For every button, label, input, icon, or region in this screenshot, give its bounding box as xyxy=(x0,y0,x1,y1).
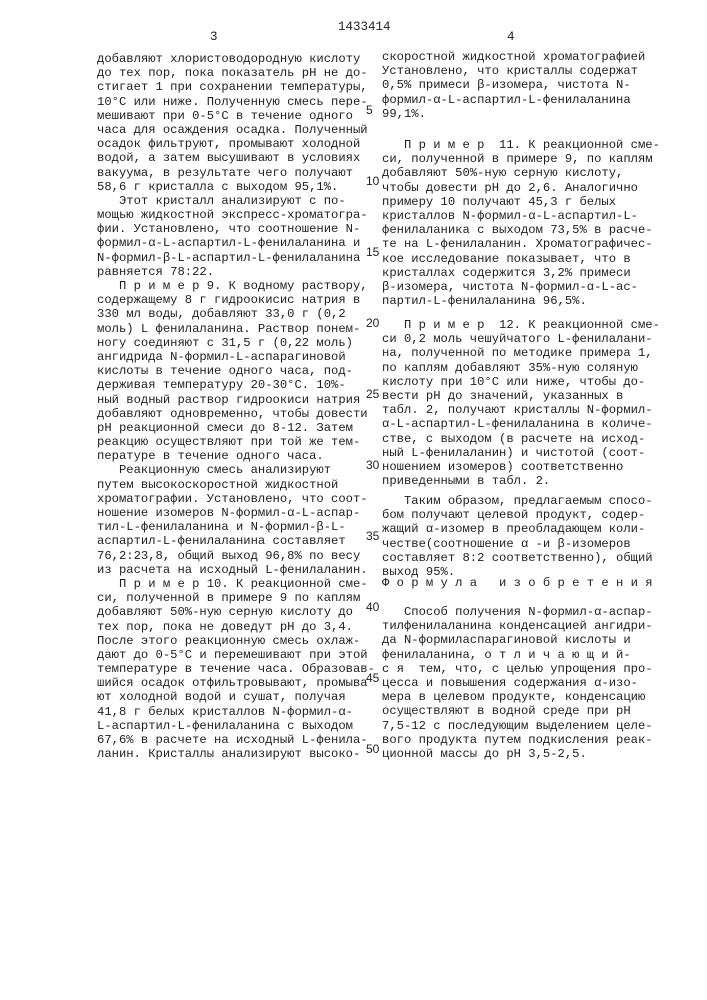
text-line: стигает 1 при сохранении температуры, xyxy=(97,80,367,94)
text-line: содержащему 8 г гидроокисис натрия в xyxy=(97,293,367,307)
conclusion xyxy=(382,494,653,579)
text-line: добавляют 50%-ную серную кислоту, xyxy=(382,166,660,180)
text-line: α-L-аспартил-L-фенилаланина в количе- xyxy=(382,417,660,431)
text-line: Этот кристалл анализируют с по- xyxy=(97,194,367,208)
text-line: выход 95%. xyxy=(382,565,653,579)
text-line: жащий α-изомер в преобладающем коли- xyxy=(382,522,653,536)
text-line: до тех пор, пока показатель pH не до- xyxy=(97,66,367,80)
text-line: формил-α-L-аспартил-L-фенилаланина xyxy=(382,93,645,107)
text-line: ногу соединяют с 31,5 г (0,22 моль) xyxy=(97,336,367,350)
text-line: 58,6 г кристалла с выходом 95,1%. xyxy=(97,180,367,194)
text-line: си, полученной в примере 9, по каплям xyxy=(382,152,660,166)
text-line: мера в целевом продукте, конденсацию xyxy=(382,690,653,704)
text-line: вакуума, в результате чего получают xyxy=(97,166,367,180)
line-number: 5 xyxy=(366,103,373,117)
line-number: 10 xyxy=(366,174,379,188)
text-line: ный L-фенилаланин) и чистотой (соот- xyxy=(382,446,660,460)
text-line: честве(соотношение α -и β-изомеров xyxy=(382,537,653,551)
text-line: L-аспартил-L-фенилаланина с выходом xyxy=(97,719,367,733)
text-line: Установлено, что кристаллы содержат xyxy=(382,64,645,78)
text-line: Реакционную смесь анализируют xyxy=(97,463,367,477)
text-line: формил-α-L-аспартил-L-фенилаланина и xyxy=(97,236,367,250)
right-column xyxy=(382,0,682,1000)
left-column xyxy=(97,52,367,761)
line-number: 45 xyxy=(366,671,379,685)
text-line: тех пор, пока не доведут pH до 3,4. xyxy=(97,620,367,634)
example-8-end xyxy=(382,50,645,121)
text-line: реакцию осуществляют при той же тем- xyxy=(97,435,367,449)
text-line: равняется 78:22. xyxy=(97,265,367,279)
text-line: стве, с выходом (в расчете на исход- xyxy=(382,432,660,446)
text-line: мешивают при 0-5°С в течение одного xyxy=(97,109,367,123)
text-line: осадок фильтруют, промывают холодной xyxy=(97,137,367,151)
text-line: ют холодной водой и сушат, получая xyxy=(97,690,367,704)
text-line: скоростной жидкостной хроматографией xyxy=(382,50,645,64)
text-line: из расчета на исходный L-фенилаланин. xyxy=(97,563,367,577)
text-line: N-формил-β-L-аспартил-L-фенилаланина xyxy=(97,251,367,265)
text-line: кислоты в течение одного часа, под- xyxy=(97,364,367,378)
text-line: шийся осадок отфильтровывают, промыва xyxy=(97,676,367,690)
text-line: ланин. Кристаллы анализируют высоко- xyxy=(97,747,367,761)
text-line: да N-формиласпарагиновой кислоты и xyxy=(382,633,653,647)
text-line: составляет 8:2 соответственно), общий xyxy=(382,551,653,565)
text-line: Таким образом, предлагаемым спосо- xyxy=(382,494,653,508)
text-line: вого продукта путем подкисления реак- xyxy=(382,733,653,747)
text-line: тилфенилаланина конденсацией ангидри- xyxy=(382,619,653,633)
text-line: с я тем, что, с целью упрощения про- xyxy=(382,662,653,676)
text-line: температуре в течение часа. Образовав- xyxy=(97,662,367,676)
text-line: си 0,2 моль чешуйчатого L-фенилалани- xyxy=(382,332,660,346)
text-line: 67,6% в расчете на исходный L-фенила- xyxy=(97,733,367,747)
text-line: по каплям добавляют 35%-ную соляную xyxy=(382,361,660,375)
claims-title: Ф о р м у л а и з о б р е т е н и я xyxy=(382,576,653,590)
text-line: партил-L-фенилаланина 96,5%. xyxy=(382,294,660,308)
text-line: Способ получения N-формил-α-аспар- xyxy=(382,605,653,619)
line-number: 50 xyxy=(366,742,379,756)
text-line: 330 мл воды, добавляют 33,0 г (0,2 xyxy=(97,307,367,321)
text-line: фенилаланика с выходом 73,5% в расче- xyxy=(382,223,660,237)
text-line: аспартил-L-фенилаланина составляет xyxy=(97,534,367,548)
text-line: дают до 0-5°С и перемешивают при этой xyxy=(97,648,367,662)
text-line: бом получают целевой продукт, содер- xyxy=(382,508,653,522)
text-line: моль) L фенилаланина. Раствор понем- xyxy=(97,322,367,336)
text-line: мощью жидкостной экспресс-хроматогра- xyxy=(97,208,367,222)
text-line: табл. 2, получают кристаллы N-формил- xyxy=(382,403,660,417)
text-line: путем высокоскоростной жидкостной xyxy=(97,478,367,492)
text-line: ангидрида N-формил-L-аспарагиновой xyxy=(97,350,367,364)
text-line: П р и м е р 12. К реакционной сме- xyxy=(382,318,660,332)
claim-text xyxy=(382,605,653,761)
line-number: 25 xyxy=(366,387,379,401)
text-line: примеру 10 получают 45,3 г белых xyxy=(382,195,660,209)
text-line: водой, а затем высушивают в условиях xyxy=(97,151,367,165)
text-line: кристаллов N-формил-α-L-аспартил-L- xyxy=(382,209,660,223)
text-line: 99,1%. xyxy=(382,107,645,121)
text-line: кислоту при 10°С или ниже, чтобы до- xyxy=(382,375,660,389)
example-11 xyxy=(382,138,660,308)
example-12 xyxy=(382,318,660,488)
text-line: добавляют одновременно, чтобы довести xyxy=(97,407,367,421)
text-line: ношением изомеров) соответственно xyxy=(382,460,660,474)
text-line: фии. Установлено, что соотношение N- xyxy=(97,222,367,236)
line-number: 30 xyxy=(366,458,379,472)
text-line: П р и м е р 11. К реакционной сме- xyxy=(382,138,660,152)
text-line: пературе в течение одного часа. xyxy=(97,449,367,463)
text-line: добавляют хлористоводородную кислоту xyxy=(97,52,367,66)
line-number: 15 xyxy=(366,245,379,259)
patent-number: 1433414 xyxy=(338,20,391,34)
text-line: кое исследование показывает, что в xyxy=(382,252,660,266)
text-line: цесса и повышения содержания α-изо- xyxy=(382,676,653,690)
text-line: ношение изомеров N-формил-α-L-аспар- xyxy=(97,506,367,520)
text-line: После этого реакционную смесь охлаж- xyxy=(97,634,367,648)
text-line: β-изомера, чистота N-формил-α-L-ас- xyxy=(382,280,660,294)
text-line: П р и м е р 10. К реакционной сме- xyxy=(97,577,367,591)
line-number: 35 xyxy=(366,529,379,543)
text-line: си, полученной в примере 9 по каплям xyxy=(97,591,367,605)
text-line: П р и м е р 9. К водному раствору, xyxy=(97,279,367,293)
text-line: приведенными в табл. 2. xyxy=(382,474,660,488)
text-line: тил-L-фенилаланина и N-формил-β-L- xyxy=(97,520,367,534)
text-line: осуществляют в водной среде при pH xyxy=(382,704,653,718)
text-line: pH реакционной смеси до 8-12. Затем xyxy=(97,421,367,435)
text-line: 10°С или ниже. Полученную смесь пере- xyxy=(97,95,367,109)
text-line: добавляют 50%-ную серную кислоту до xyxy=(97,605,367,619)
text-line: те на L-фенилаланин. Хроматографичес- xyxy=(382,237,660,251)
line-number: 40 xyxy=(366,600,379,614)
text-line: 76,2:23,8, общий выход 96,8% по весу xyxy=(97,549,367,563)
text-line: на, полученной по методике примера 1, xyxy=(382,346,660,360)
text-line: 7,5-12 с последующим выделением целе- xyxy=(382,719,653,733)
text-line: фенилаланина, о т л и ч а ю щ и й- xyxy=(382,648,653,662)
text-line: вести pH до значений, указанных в xyxy=(382,389,660,403)
text-line: ный водный раствор гидроокиси натрия xyxy=(97,393,367,407)
text-line: часа для осаждения осадка. Полученный xyxy=(97,123,367,137)
page-number-left: 3 xyxy=(210,30,218,44)
line-number: 20 xyxy=(366,316,379,330)
page-number-right: 4 xyxy=(507,30,515,44)
text-line: хроматографии. Установлено, что соот- xyxy=(97,492,367,506)
text-line: ционной массы до pH 3,5-2,5. xyxy=(382,747,653,761)
text-line: 0,5% примеси β-изомера, чистота N- xyxy=(382,78,645,92)
text-line: 41,8 г белых кристаллов N-формил-α- xyxy=(97,705,367,719)
text-line: держивая температуру 20-30°С. 10%- xyxy=(97,378,367,392)
text-line: чтобы довести pH до 2,6. Аналогично xyxy=(382,181,660,195)
text-line: кристаллах содержится 3,2% примеси xyxy=(382,266,660,280)
